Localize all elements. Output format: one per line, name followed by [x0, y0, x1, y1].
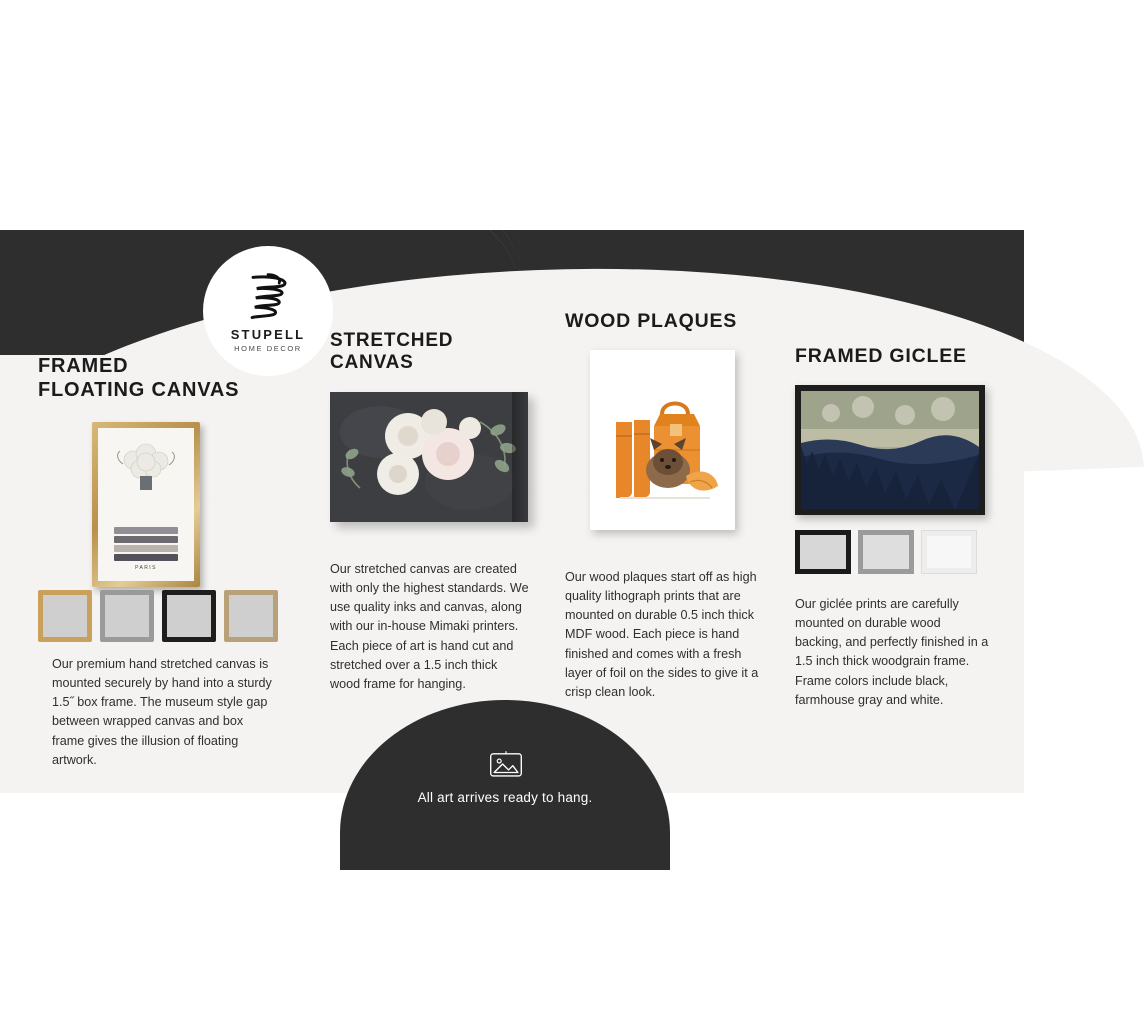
column-title-line2: CANVAS — [330, 352, 414, 374]
white-roses-illustration — [330, 392, 528, 522]
column-title-line2: FLOATING CANVAS — [38, 378, 240, 401]
column-title — [565, 310, 765, 333]
swatch-inner — [229, 595, 273, 637]
abstract-landscape-art — [801, 391, 979, 509]
column-description: Our stretched canvas are created with only the highest standards. We use quality inks and canvas, along with our in-house Mimaki printers. Each piece of art is hand cut and stretched over a 1.5 inch thick wood frame for hanging. — [330, 562, 529, 691]
image-frame-icon — [489, 750, 523, 778]
artwork-framed-floating-canvas — [38, 410, 288, 595]
artwork-framed-giclee — [795, 385, 985, 515]
footer-arc-inner — [340, 700, 670, 870]
artwork-wood-plaque — [590, 350, 735, 530]
natural-wood-frame-swatch[interactable] — [224, 590, 278, 642]
white-hydrangea-bouquet-icon — [113, 442, 179, 498]
floating-canvas-inner — [98, 428, 194, 581]
swatch-inner — [105, 595, 149, 637]
swatch-inner — [800, 535, 846, 569]
gray-frame-swatch[interactable] — [100, 590, 154, 642]
farmhouse-gray-frame-swatch[interactable] — [858, 530, 914, 574]
frame-color-swatches — [38, 590, 278, 642]
gold-frame-swatch[interactable] — [38, 590, 92, 642]
swatch-inner — [43, 595, 87, 637]
column-title-line1: FRAMED — [38, 355, 129, 377]
book — [114, 554, 178, 561]
column-wood-plaques — [565, 310, 765, 699]
book — [114, 527, 178, 534]
column-framed-giclee — [795, 345, 990, 707]
swatch-inner — [167, 595, 211, 637]
swatch-inner — [927, 536, 971, 568]
stupell-swan-logo-icon — [240, 269, 296, 325]
black-frame-swatch[interactable] — [162, 590, 216, 642]
column-title-line1: FRAMED GICLEE — [795, 345, 967, 367]
white-frame-swatch[interactable] — [921, 530, 977, 574]
column-title-line1: WOOD PLAQUES — [565, 310, 738, 332]
book — [114, 536, 178, 543]
column-description: Our premium hand stretched canvas is mounted securely by hand into a sturdy 1.5˝ box frame. The museum style gap between wrapped canvas and box frame gives the illusion of floating artwork. — [52, 657, 272, 767]
column-title — [330, 330, 530, 375]
column-title — [38, 355, 288, 402]
book — [114, 545, 178, 552]
artwork-stretched-canvas — [330, 392, 528, 522]
ready-to-hang-text: All art arrives ready to hang. — [417, 790, 593, 805]
black-frame-swatch[interactable] — [795, 530, 851, 574]
brand-tagline: HOME DECOR — [234, 344, 302, 353]
column-stretched-canvas — [330, 330, 530, 691]
column-description: Our wood plaques start off as high quality lithograph prints that are mounted on durable 0.5 inch thick MDF wood. Each piece is hand finished and comes with a fresh layer of foil on the sides to give it a crisp clean look. — [565, 570, 759, 699]
stacked-books-icon — [114, 527, 178, 563]
canvas-edge-shadow — [512, 392, 528, 522]
column-title — [795, 345, 990, 368]
brand-name: STUPELL — [230, 327, 306, 342]
footer-arc — [340, 700, 670, 870]
swatch-inner — [863, 535, 909, 569]
column-framed-floating-canvas — [38, 355, 288, 767]
giclee-frame-swatches — [795, 530, 977, 574]
abstract-art-detail — [801, 391, 979, 509]
column-description: Our giclée prints are carefully mounted on durable wood backing, and perfectly finished in a 1.5 inch thick woodgrain frame. Frame colors include black, farmhouse gray and white. — [795, 597, 989, 707]
dog-handbag-boots-illustration — [590, 350, 735, 530]
artwork-caption: PARIS — [135, 565, 157, 572]
gold-box-frame — [92, 422, 200, 587]
column-title-line1: STRETCHED — [330, 330, 454, 351]
